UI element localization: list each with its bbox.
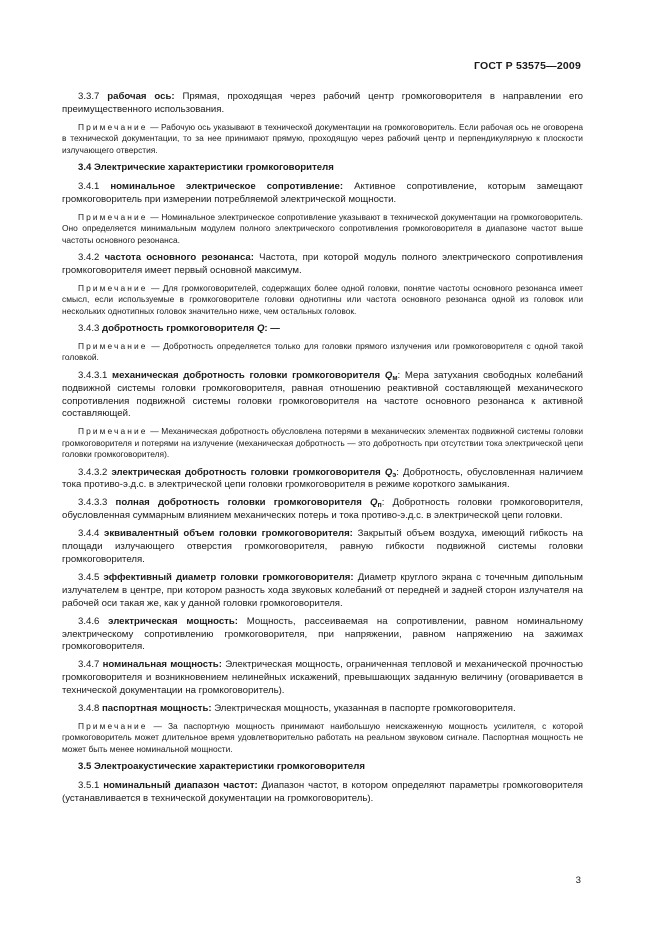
symbol-subscript: п <box>377 502 382 510</box>
definition-3-4-1 <box>62 181 583 207</box>
definition-text: : Мера затухания свободных колебаний подвижной системы головки громкоговорителя, равная отношению реактивной составляющей механического сопротивления подвижной системы головки громкоговорителя на частоте основного резонанса к активной составляющей. <box>62 369 584 420</box>
note-text: — Номинальное электрическое сопротивление указывают в технической документации на громкоговоритель. Оно определяется минимальным модулем полного электрического сопротивления громкоговорителя в диапазоне частот выше частоты основного резонанса. <box>62 211 584 245</box>
standard-header: ГОСТ Р 53575—2009 <box>473 60 581 72</box>
clause-number: 3.5.1 <box>78 780 100 792</box>
clause-number: 3.4.1 <box>78 180 100 192</box>
clause-number: 3.4.4 <box>78 528 100 540</box>
definition-text: Мощность, рассеиваемая на сопротивлении, равном номинальному электрическому сопротивлению громкоговорителя, при напряжении, равном напряжению на зажимах громкоговорителя. <box>62 615 583 653</box>
definition-text: Частота, при которой модуль полного электрического сопротивления громкоговорителя имеет первый основной максимум. <box>62 251 583 276</box>
definition-3-4-7 <box>62 659 583 698</box>
symbol-subscript: э <box>392 471 397 479</box>
definition-3-4-3 <box>62 323 583 336</box>
definition-3-4-5 <box>62 572 583 611</box>
note-3-4-2 <box>62 283 583 317</box>
note-text: — Для громкоговорителей, содержащих более одной головки, понятие частоты основного резонанса имеет смысл, если используемые в громкоговорителе головки однотипны или частота основного резонанса одной из головок или нескольких однотипных головок значительно ниже, чем остальных головок. <box>62 282 583 316</box>
section-heading-3-4: 3.4 Электрические характеристики громкоговорителя <box>78 162 334 174</box>
term: эффективный диаметр головки громкоговорителя: <box>103 571 354 583</box>
clause-number: 3.4.3.2 <box>78 466 108 478</box>
clause-number: 3.4.3.1 <box>78 369 108 381</box>
note-label: Примечание <box>78 211 148 222</box>
definition-3-4-6 <box>62 616 583 655</box>
definition-text: : Добротность, обусловленная наличием тока противо-э.д.с. в электрической цепи головки громкоговорителя в режиме короткого замыкания. <box>62 466 584 491</box>
term: номинальный диапазон частот: <box>103 780 258 792</box>
symbol: Q <box>384 369 393 381</box>
term: эквивалентный объем головки громкоговорителя: <box>104 528 353 540</box>
term: рабочая ось: <box>107 91 175 102</box>
note-3-4-3 <box>62 341 583 364</box>
definition-text: : Добротность головки громкоговорителя, обусловленная суммарным влиянием механических потерь и тока противо-э.д.с. в электрической цепи головки. <box>62 497 583 522</box>
clause-number: 3.4.8 <box>78 703 100 715</box>
term: электрическая добротность головки громкоговорителя <box>111 466 381 478</box>
note-3-4-1 <box>62 212 583 246</box>
clause-number: 3.4.5 <box>78 571 100 583</box>
definition-text: Электрическая мощность, указанная в паспорте громкоговорителя. <box>214 703 516 715</box>
clause-number: 3.4.6 <box>78 615 100 627</box>
note-label: Примечание <box>78 426 148 437</box>
term: частота основного резонанса: <box>104 251 254 263</box>
definition-3-4-4 <box>62 528 583 567</box>
note-label: Примечание <box>78 121 148 132</box>
term: номинальное электрическое сопротивление: <box>110 180 344 192</box>
term: механическая добротность головки громкоговорителя <box>112 369 381 381</box>
definition-text: Активное сопротивление, которым замещают громкоговоритель при измерении потребляемой электрической мощности. <box>62 180 583 205</box>
term: добротность громкоговорителя <box>102 323 255 334</box>
clause-number: 3.4.3 <box>78 323 100 334</box>
note-3-4-3-1 <box>62 426 583 460</box>
symbol: Q <box>384 466 393 478</box>
symbol: Q <box>256 323 265 334</box>
clause-number: 3.4.3.3 <box>78 497 108 509</box>
note-text: — Добротность определяется только для головки прямого излучения или громкоговорителя с одной такой головкой. <box>62 340 583 363</box>
definition-text: Закрытый объем воздуха, имеющий гибкость на площади излучающего отверстия громкоговорителя, равную гибкости подвижной системы головки громкоговорителя. <box>62 528 584 565</box>
definition-text: Диаметр круглого экрана с точечным дипольным излучателем в центре, при котором разность хода звуковых колебаний от передней и задней сторон излучателя на рабочей оси такая же, как у данной головки громкоговорителя. <box>62 571 584 609</box>
clause-number: 3.4.7 <box>78 659 100 671</box>
definition-text: Диапазон частот, в котором определяют параметры громкоговорителя (устанавливается в технической документации на громкоговоритель). <box>62 780 583 804</box>
clause-number: 3.3.7 <box>78 91 100 102</box>
note-text: — Механическая добротность обусловлена потерями в механических элементах подвижной системы головки громкоговорителя и потерями на излучение (механическая добротность — это добротность при отсутствии тока электрической цепи головки громкоговорителя). <box>62 426 584 460</box>
note-3-4-8 <box>62 721 583 755</box>
symbol-subscript: м <box>392 374 398 382</box>
term: номинальная мощность: <box>102 659 222 671</box>
definition-3-4-2 <box>62 252 583 278</box>
note-label: Примечание <box>78 720 148 731</box>
definition-3-4-3-2 <box>62 467 583 493</box>
definition-3-4-3-1 <box>62 370 583 422</box>
term: электрическая мощность: <box>108 615 238 627</box>
definition-text: Прямая, проходящая через рабочий центр громкоговорителя в направлении его преимущественного использования. <box>62 91 584 115</box>
definition-3-4-3-3 <box>62 497 583 523</box>
definition-text: : — <box>264 323 280 334</box>
definition-3-5-1 <box>62 780 583 806</box>
definition-3-3-7 <box>62 91 583 117</box>
symbol: Q <box>370 497 378 509</box>
note-3-3-7 <box>62 122 583 156</box>
clause-number: 3.4.2 <box>78 251 100 263</box>
page-number: 3 <box>575 875 581 886</box>
note-label: Примечание <box>78 282 148 293</box>
note-text: — За паспортную мощность принимают наибольшую неискаженную мощность усилителя, с которой громкоговоритель может длительное время удовлетворительно работать на реальном звуковом сигнале. Паспортная мощность не может быть менее номинальной мощности. <box>62 720 583 754</box>
note-label: Примечание <box>78 340 148 351</box>
definition-text: Электрическая мощность, ограниченная тепловой и механической прочностью громкоговорителя и возникновением нелинейных искажений, превышающих заданную величину (оговаривается в технической документации на громкоговоритель). <box>62 659 583 697</box>
term: паспортная мощность: <box>102 703 212 715</box>
section-heading-3-5: 3.5 Электроакустические характеристики громкоговорителя <box>78 761 365 773</box>
note-text: — Рабочую ось указывают в технической документации на громкоговоритель. Если рабочая ось не оговорена в технической документации, то за нее принимают прямую, проходящую через рабочий центр и перпендикулярную к плоскости излучающего отверстия. <box>62 121 583 155</box>
term: полная добротность головки громкоговорителя <box>115 497 362 509</box>
definition-3-4-8 <box>62 703 583 716</box>
document-body <box>62 91 583 811</box>
